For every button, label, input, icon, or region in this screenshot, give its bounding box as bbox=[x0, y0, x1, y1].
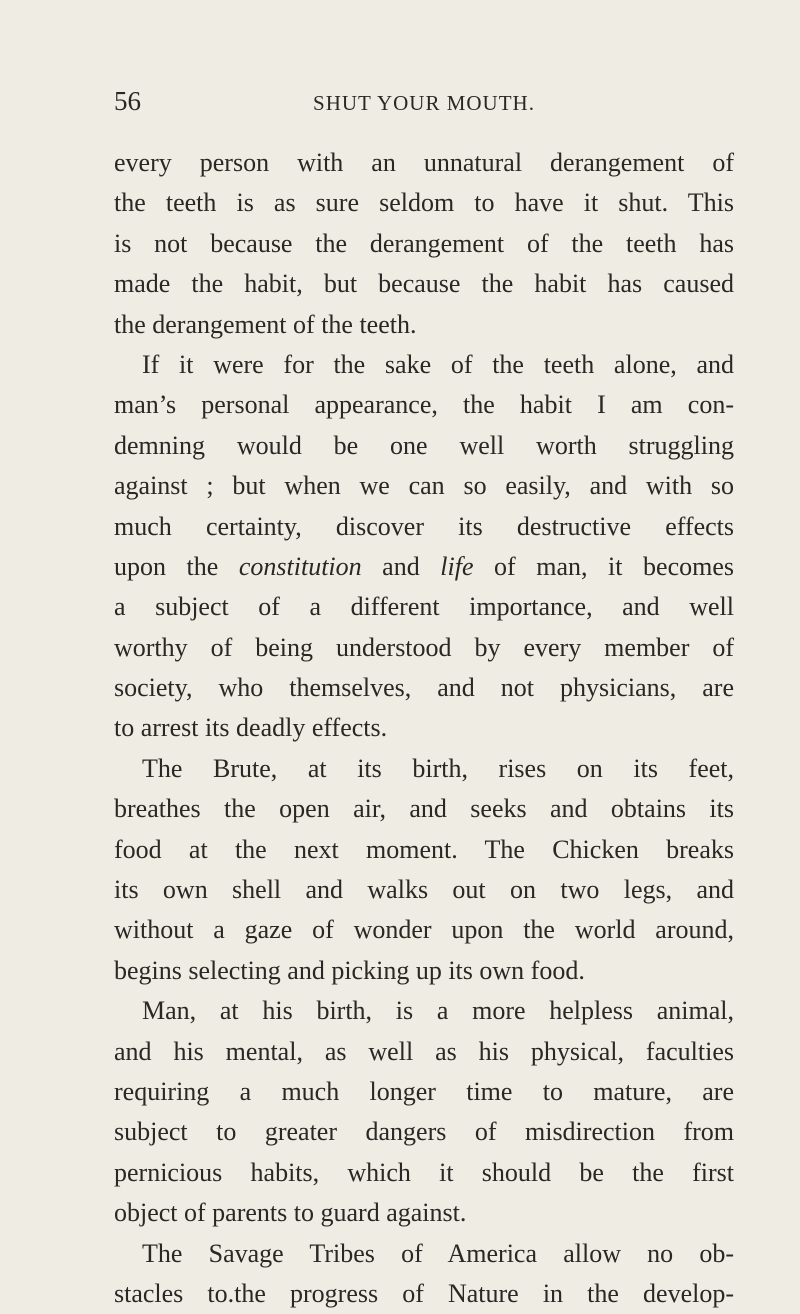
text-line: without a gaze of wonder upon the world around, bbox=[114, 915, 734, 945]
text-line: The Savage Tribes of America allow no ob- bbox=[142, 1238, 734, 1268]
text-line: made the habit, but because the habit has caused bbox=[114, 269, 734, 299]
text-fragment: and bbox=[361, 551, 441, 581]
text-line: much certainty, discover its destructive effects bbox=[114, 511, 734, 541]
text-line: a subject of a different importance, and well bbox=[114, 592, 734, 622]
running-title: SHUT YOUR MOUTH. bbox=[313, 91, 535, 115]
text-line: The Brute, at its birth, rises on its feet, bbox=[142, 753, 734, 783]
text-line: pernicious habits, which it should be the first bbox=[114, 1157, 734, 1187]
body-text bbox=[114, 143, 734, 1314]
text-line: Man, at his birth, is a more helpless animal, bbox=[142, 996, 734, 1026]
text-line: subject to greater dangers of misdirection from bbox=[114, 1117, 734, 1147]
text-line: food at the next moment. The Chicken breaks bbox=[114, 834, 734, 864]
text-line-with-italics bbox=[114, 547, 734, 587]
text-line: is not because the derangement of the teeth has bbox=[114, 228, 734, 258]
text-fragment: of man, it becomes bbox=[473, 551, 735, 581]
text-line: the teeth is as sure seldom to have it shut. This bbox=[114, 188, 734, 218]
text-line: every person with an unnatural derangement of bbox=[114, 148, 734, 177]
text-line: demning would be one well worth struggling bbox=[114, 430, 734, 460]
text-line: society, who themselves, and not physicians, are bbox=[114, 673, 734, 703]
text-line: man’s personal appearance, the habit I am con- bbox=[114, 390, 734, 420]
italic-word-constitution: constitution bbox=[238, 551, 362, 581]
italic-word-life: life bbox=[440, 551, 474, 581]
text-line: the derangement of the teeth. bbox=[114, 309, 417, 339]
text-fragment: upon the bbox=[114, 551, 239, 581]
text-line: to arrest its deadly effects. bbox=[114, 713, 388, 743]
text-line: stacles to.the progress of Nature in the develop- bbox=[114, 1278, 734, 1308]
text-line: begins selecting and picking up its own food. bbox=[114, 955, 585, 985]
text-line: requiring a much longer time to mature, are bbox=[114, 1076, 734, 1106]
text-line: object of parents to guard against. bbox=[114, 1198, 467, 1228]
running-head bbox=[114, 84, 734, 118]
text-line: worthy of being understood by every member of bbox=[114, 632, 734, 662]
text-line: and his mental, as well as his physical, faculties bbox=[114, 1036, 734, 1066]
text-line: its own shell and walks out on two legs, and bbox=[114, 875, 734, 905]
text-line: against ; but when we can so easily, and with so bbox=[114, 471, 734, 501]
text-line: If it were for the sake of the teeth alone, and bbox=[142, 349, 734, 379]
page-number: 56 bbox=[114, 86, 141, 116]
text-line: breathes the open air, and seeks and obtains its bbox=[114, 794, 734, 824]
